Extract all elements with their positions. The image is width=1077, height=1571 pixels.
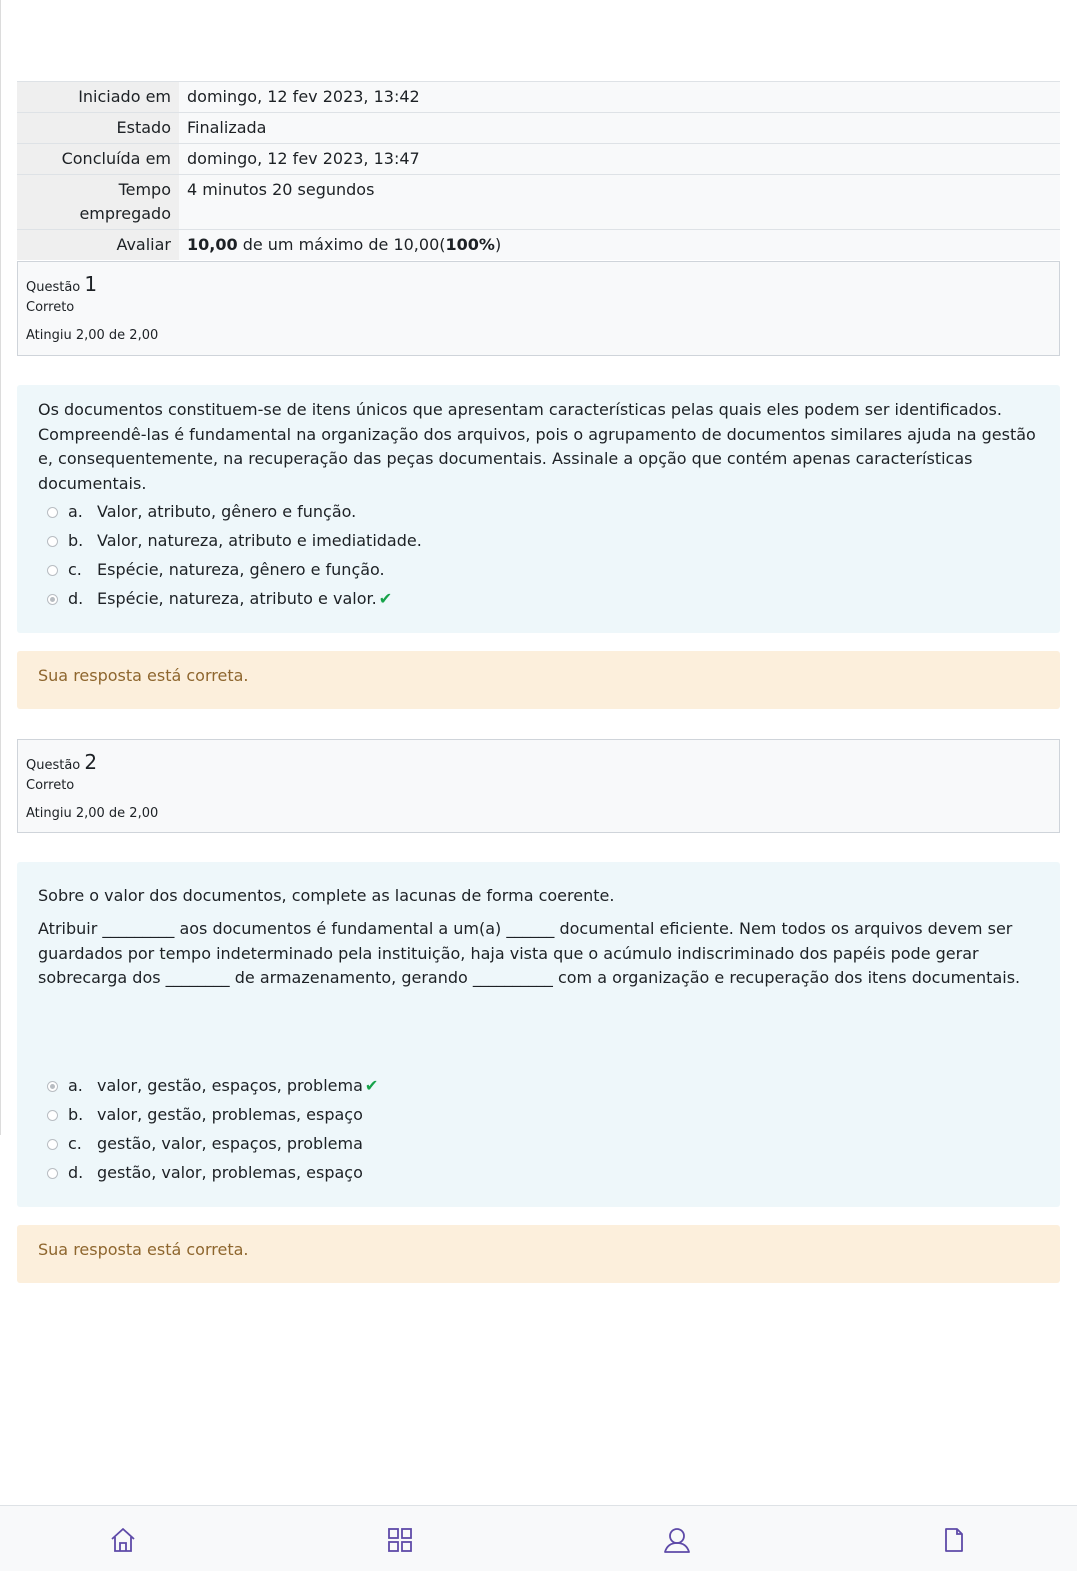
grade-score: 10,00 bbox=[187, 235, 238, 254]
question-2-formulation bbox=[17, 862, 1060, 1207]
question-number-value: 2 bbox=[84, 750, 98, 774]
home-icon[interactable] bbox=[109, 1526, 137, 1554]
radio-button[interactable] bbox=[47, 1139, 58, 1150]
radio-button[interactable] bbox=[47, 1110, 58, 1121]
summary-label: Avaliar bbox=[17, 230, 179, 261]
option-letter: b. bbox=[68, 1105, 84, 1125]
bottom-navigation bbox=[0, 1505, 1077, 1571]
answer-option[interactable] bbox=[47, 527, 422, 556]
summary-row-grade bbox=[17, 230, 1060, 261]
question-text-intro: Sobre o valor dos documentos, complete as lacunas de forma coerente. bbox=[38, 886, 615, 905]
summary-value: domingo, 12 fev 2023, 13:42 bbox=[179, 82, 1060, 113]
summary-row-started bbox=[17, 82, 1060, 113]
option-text: Valor, natureza, atributo e imediatidade. bbox=[97, 531, 422, 551]
question-prefix: Questão bbox=[26, 280, 81, 295]
radio-button-checked[interactable] bbox=[47, 594, 58, 605]
feedback-text: Sua resposta está correta. bbox=[38, 1240, 249, 1259]
answer-option[interactable] bbox=[47, 1159, 378, 1188]
radio-button-checked[interactable] bbox=[47, 1081, 58, 1092]
question-grade: Atingiu 2,00 de 2,00 bbox=[26, 328, 159, 343]
option-letter: a. bbox=[68, 502, 83, 522]
user-icon[interactable] bbox=[663, 1526, 691, 1554]
correct-check-icon: ✔ bbox=[364, 1076, 379, 1096]
summary-value bbox=[179, 230, 1060, 261]
summary-value: 4 minutos 20 segundos bbox=[179, 175, 1060, 230]
option-letter: c. bbox=[68, 1134, 82, 1154]
correct-check-icon: ✔ bbox=[378, 589, 393, 609]
question-1-info bbox=[17, 261, 1060, 356]
radio-button[interactable] bbox=[47, 565, 58, 576]
option-letter: d. bbox=[68, 1163, 84, 1183]
summary-row-state bbox=[17, 113, 1060, 144]
question-2-feedback bbox=[17, 1225, 1060, 1283]
option-text: Espécie, natureza, gênero e função. bbox=[97, 560, 385, 580]
option-text: valor, gestão, problemas, espaço bbox=[97, 1105, 363, 1125]
option-letter: a. bbox=[68, 1076, 83, 1096]
answer-option-selected[interactable] bbox=[47, 585, 422, 614]
summary-value: Finalizada bbox=[179, 113, 1060, 144]
grade-percent: 100% bbox=[445, 235, 495, 254]
summary-label: Tempo empregado bbox=[17, 175, 179, 230]
option-letter: c. bbox=[68, 560, 82, 580]
radio-button[interactable] bbox=[47, 536, 58, 547]
summary-row-time bbox=[17, 175, 1060, 230]
answer-options bbox=[47, 1072, 378, 1188]
question-number bbox=[26, 750, 97, 774]
option-text: Espécie, natureza, atributo e valor. bbox=[97, 589, 377, 609]
question-1-formulation bbox=[17, 385, 1060, 633]
left-border bbox=[0, 0, 1, 1135]
answer-option[interactable] bbox=[47, 498, 422, 527]
feedback-text: Sua resposta está correta. bbox=[38, 666, 249, 685]
option-letter: b. bbox=[68, 531, 84, 551]
summary-label: Estado bbox=[17, 113, 179, 144]
question-state: Correto bbox=[26, 300, 75, 315]
dashboard-grid-icon[interactable] bbox=[386, 1526, 414, 1554]
question-text: Os documentos constituem-se de itens únicos que apresentam características pelas quais eles podem ser identificados. Compreendê-las é fundamental na organização dos arquivos, pois o agrupamento de documentos similares ajuda na gestão e, consequentemente, na recuperação das peças documentais. Assinale a opção que contém apenas características documentais. bbox=[38, 400, 1036, 493]
option-text: valor, gestão, espaços, problema bbox=[97, 1076, 363, 1096]
answer-option[interactable] bbox=[47, 1130, 378, 1159]
summary-label: Concluída em bbox=[17, 144, 179, 175]
option-text: Valor, atributo, gênero e função. bbox=[97, 502, 357, 522]
question-number-value: 1 bbox=[84, 272, 98, 296]
summary-row-completed bbox=[17, 144, 1060, 175]
question-text-blanks: Atribuir _________ aos documentos é fundamental a um(a) ______ documental eficiente. Nem todos os arquivos devem ser guardados por tempo indeterminado pela instituição, haja vista que o acúmulo indiscriminado dos papéis pode gerar sobrecarga dos ________ de armazenamento, gerando __________ com a organização e recuperação dos itens documentais. bbox=[38, 919, 1021, 987]
grade-mid: de um máximo de 10,00( bbox=[237, 235, 446, 254]
radio-button[interactable] bbox=[47, 507, 58, 518]
radio-button[interactable] bbox=[47, 1168, 58, 1179]
option-letter: d. bbox=[68, 589, 84, 609]
summary-label: Iniciado em bbox=[17, 82, 179, 113]
answer-option[interactable] bbox=[47, 556, 422, 585]
answer-option-selected[interactable] bbox=[47, 1072, 378, 1101]
grade-end: ) bbox=[494, 235, 502, 254]
summary-value: domingo, 12 fev 2023, 13:47 bbox=[179, 144, 1060, 175]
file-icon[interactable] bbox=[940, 1526, 968, 1554]
question-1-feedback bbox=[17, 651, 1060, 709]
question-2-info bbox=[17, 739, 1060, 833]
question-grade: Atingiu 2,00 de 2,00 bbox=[26, 806, 159, 821]
answer-option[interactable] bbox=[47, 1101, 378, 1130]
question-state: Correto bbox=[26, 778, 75, 793]
answer-options bbox=[47, 498, 422, 614]
option-text: gestão, valor, espaços, problema bbox=[97, 1134, 363, 1154]
attempt-summary-table bbox=[17, 81, 1060, 260]
question-prefix: Questão bbox=[26, 758, 81, 773]
option-text: gestão, valor, problemas, espaço bbox=[97, 1163, 363, 1183]
question-number bbox=[26, 272, 97, 296]
